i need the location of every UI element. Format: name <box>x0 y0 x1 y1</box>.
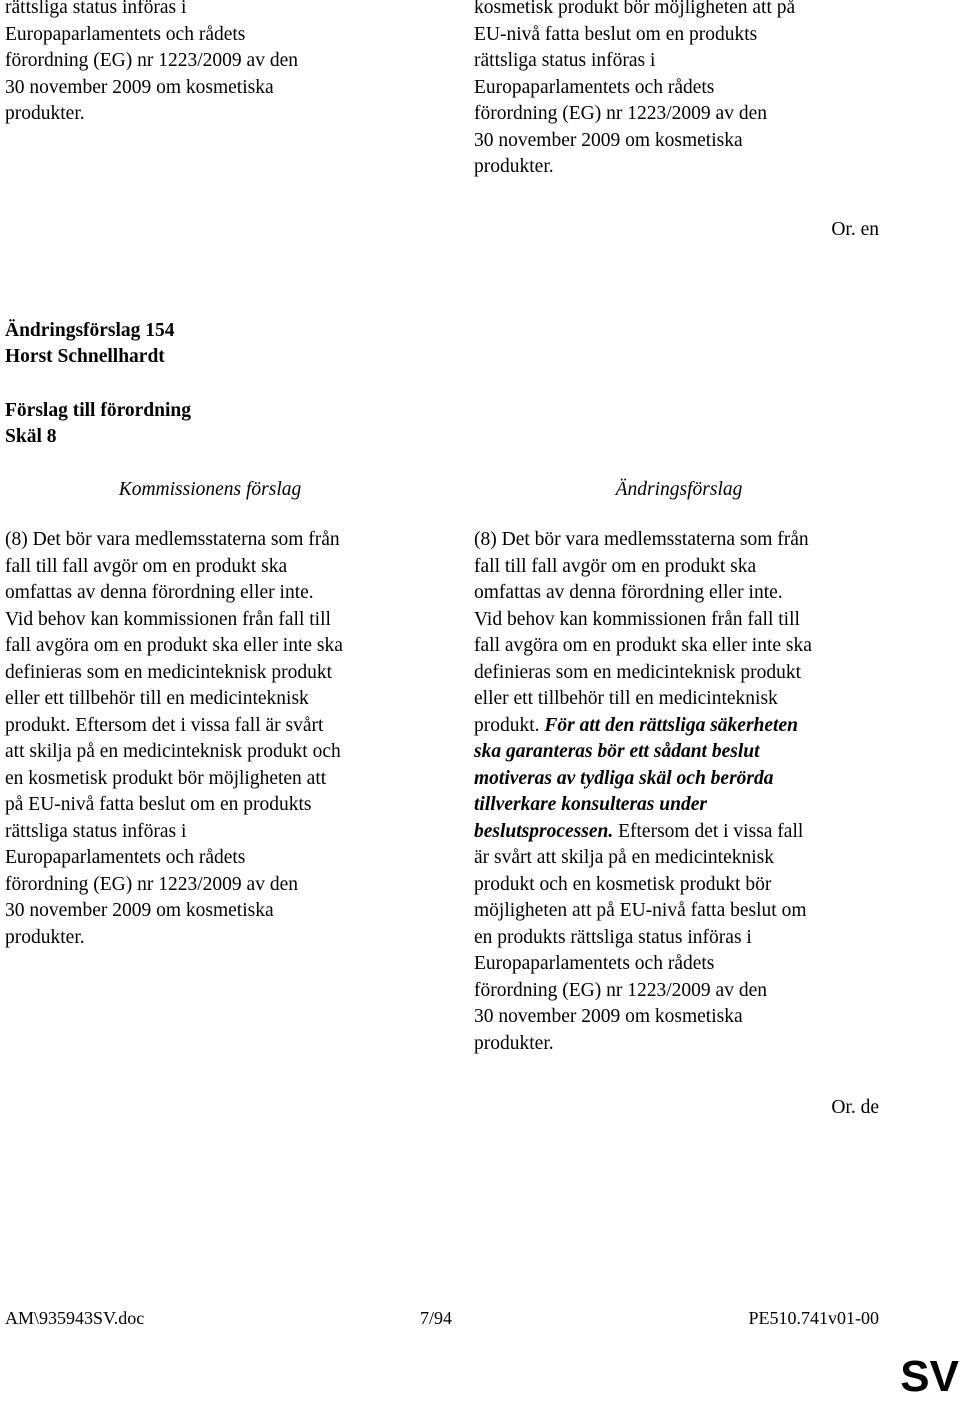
text-line: produkt. Eftersom det i vissa fall är svårt <box>5 714 324 736</box>
text-line: produkter. <box>5 103 85 124</box>
amendment-text <box>474 527 934 1057</box>
footer-page-number: 7/94 <box>420 1308 453 1328</box>
text-line: rättsliga status införas i <box>474 50 656 71</box>
plain-text: produkt. <box>474 714 545 736</box>
text-line: förordning (EG) nr 1223/2009 av den <box>474 103 767 124</box>
text-line: fall avgöra om en produkt ska eller inte ska <box>5 635 343 656</box>
text-line: 30 november 2009 om kosmetiska <box>474 1006 743 1027</box>
original-language-en: Or. en <box>831 219 879 240</box>
footer-pe-ref: PE510.741v01-00 <box>748 1308 879 1328</box>
text-line: definieras som en medicinteknisk produkt <box>5 661 333 683</box>
text-line: fall till fall avgör om en produkt ska <box>474 555 757 577</box>
text-line: Vid behov kan kommissionen från fall till <box>5 608 331 630</box>
text-line: eller ett tillbehör till en medicinteknisk <box>474 688 778 709</box>
proposal-title: Förslag till förordning <box>5 400 191 421</box>
text-line: produkt och en kosmetisk produkt bör <box>474 873 772 895</box>
text-line: Europaparlamentets och rådets <box>474 953 715 974</box>
text-line: (8) Det bör vara medlemsstaterna som från <box>5 529 340 550</box>
text-line: Vid behov kan kommissionen från fall till <box>474 608 800 630</box>
footer-doc-ref: AM\935943SV.doc <box>5 1308 145 1328</box>
recital-label: Skäl 8 <box>5 426 57 447</box>
text-line: förordning (EG) nr 1223/2009 av den <box>5 50 298 71</box>
text-line: förordning (EG) nr 1223/2009 av den <box>474 979 767 1001</box>
language-code: SV <box>900 1352 959 1401</box>
text-line: 30 november 2009 om kosmetiska <box>5 900 274 921</box>
text-line: är svårt att skilja på en medicinteknisk <box>474 847 774 868</box>
amendment-author: Horst Schnellhardt <box>5 346 165 367</box>
text-line: Europaparlamentets och rådets <box>5 23 246 45</box>
text-line: kosmetisk produkt bör möjligheten att på <box>474 0 796 18</box>
text-line: Europaparlamentets och rådets <box>474 76 715 98</box>
text-line: en kosmetisk produkt bör möjligheten att <box>5 767 327 789</box>
text-line: rättsliga status införas i <box>5 0 187 18</box>
top-left-continuation <box>5 0 445 128</box>
text-line: produkter. <box>474 156 554 177</box>
left-column-header: Kommissionens förslag <box>118 479 302 500</box>
text-line: definieras som en medicinteknisk produkt <box>474 661 802 683</box>
text-line: på EU-nivå fatta beslut om en produkts <box>5 794 312 815</box>
text-line: 30 november 2009 om kosmetiska <box>474 129 743 151</box>
amended-text: beslutsprocessen. <box>474 820 614 842</box>
original-language-de: Or. de <box>831 1097 879 1118</box>
plain-text: Eftersom det i vissa fall <box>613 820 804 842</box>
text-line: produkter. <box>474 1032 554 1054</box>
text-line: en produkts rättsliga status införas i <box>474 926 752 948</box>
commission-proposal-text <box>5 527 445 951</box>
text-line: EU-nivå fatta beslut om en produkts <box>474 23 758 45</box>
text-line: fall till fall avgör om en produkt ska <box>5 555 288 577</box>
top-right-continuation <box>474 0 934 181</box>
amendment-title: Ändringsförslag 154 <box>5 320 175 341</box>
amended-text: ska garanteras bör ett sådant beslut <box>474 741 760 762</box>
text-line <box>474 713 934 740</box>
amended-text: För att den rättsliga säkerheten <box>544 714 798 736</box>
text-line: förordning (EG) nr 1223/2009 av den <box>5 873 298 895</box>
right-column-header: Ändringsförslag <box>615 479 743 500</box>
text-line: (8) Det bör vara medlemsstaterna som från <box>474 529 809 550</box>
text-line: fall avgöra om en produkt ska eller inte ska <box>474 635 812 656</box>
text-line <box>474 819 934 846</box>
text-line: att skilja på en medicinteknisk produkt och <box>5 741 341 762</box>
text-line: eller ett tillbehör till en medicinteknisk <box>5 688 309 709</box>
text-line: 30 november 2009 om kosmetiska <box>5 76 274 98</box>
text-line: produkter. <box>5 926 85 948</box>
text-line: omfattas av denna förordning eller inte. <box>5 582 314 603</box>
amended-text: motiveras av tydliga skäl och berörda <box>474 767 774 789</box>
text-line: Europaparlamentets och rådets <box>5 847 246 868</box>
text-line: omfattas av denna förordning eller inte. <box>474 582 783 603</box>
amended-text: tillverkare konsulteras under <box>474 794 707 815</box>
text-line: möjligheten att på EU-nivå fatta beslut om <box>474 900 807 921</box>
text-line: rättsliga status införas i <box>5 820 187 842</box>
